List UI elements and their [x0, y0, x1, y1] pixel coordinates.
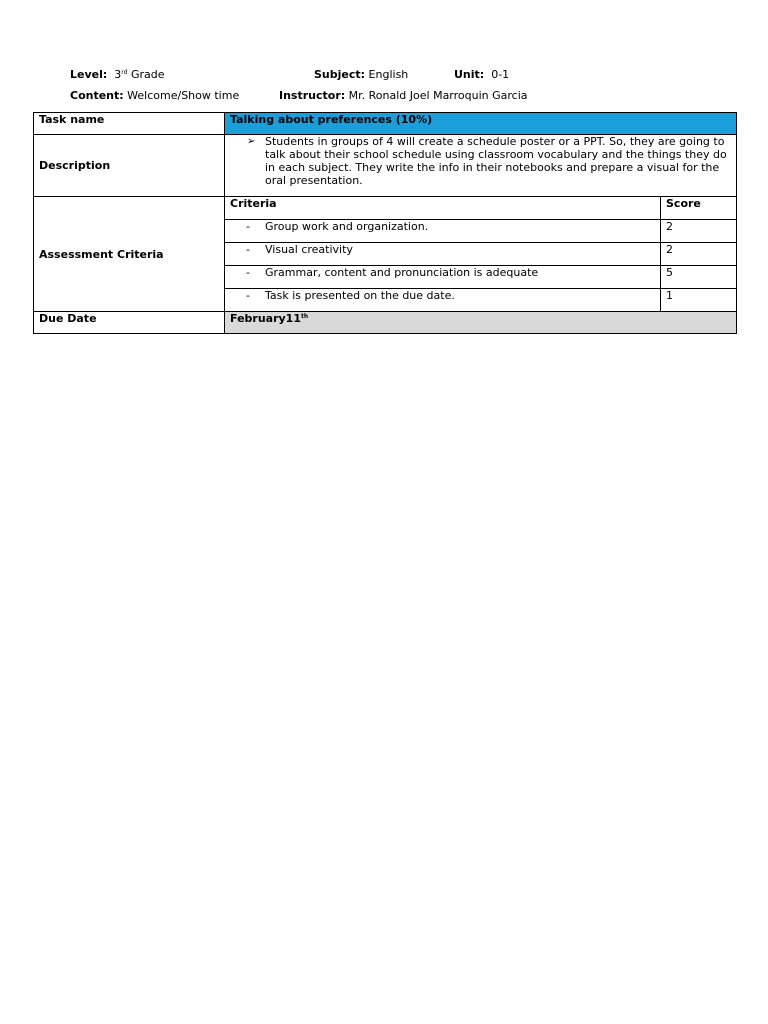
criteria-text: Task is presented on the due date.: [265, 289, 455, 302]
level-superscript: rd: [121, 69, 128, 76]
description-text: Students in groups of 4 will create a schedule poster or a PPT. So, they are going to talk about their school schedule using classroom vocabulary and the things they do in each subject. They write the info in their notebooks and prepare a visual for the oral presentation.: [265, 135, 727, 187]
instructor-field: [279, 89, 528, 103]
due-date-value: [225, 312, 737, 334]
arrow-bullet-icon: ➢: [247, 136, 256, 147]
content-field: [70, 89, 239, 103]
description-cell: [225, 135, 737, 197]
criteria-score: 5: [661, 266, 737, 289]
task-name-value: Talking about preferences (10%): [225, 113, 737, 135]
task-name-row: [34, 113, 737, 135]
criteria-text: Group work and organization.: [265, 220, 429, 233]
dash-bullet: -: [246, 266, 250, 279]
due-date-label: Due Date: [34, 312, 225, 334]
level-label: Level:: [70, 68, 108, 81]
criteria-item: [225, 289, 661, 312]
subject-field: [314, 68, 408, 82]
dash-bullet: -: [246, 243, 250, 256]
criteria-text: Grammar, content and pronunciation is adequate: [265, 266, 539, 279]
subject-label: Subject:: [314, 68, 366, 81]
criteria-item: [225, 243, 661, 266]
criteria-score: 2: [661, 220, 737, 243]
task-name-label: Task name: [34, 113, 225, 135]
score-header: Score: [661, 197, 737, 220]
content-label: Content:: [70, 89, 124, 102]
criteria-score: 2: [661, 243, 737, 266]
due-date-text: February11: [230, 312, 301, 325]
instructor-value: Mr. Ronald Joel Marroquin Garcia: [348, 89, 528, 102]
instructor-label: Instructor:: [279, 89, 346, 102]
dash-bullet: -: [246, 289, 250, 302]
unit-field: [454, 68, 509, 82]
task-table: [33, 112, 737, 334]
criteria-item: [225, 266, 661, 289]
criteria-header: Criteria: [225, 197, 661, 220]
unit-value: 0-1: [491, 68, 510, 81]
level-number: 3: [114, 68, 122, 81]
dash-bullet: -: [246, 220, 250, 233]
criteria-score: 1: [661, 289, 737, 312]
description-row: [34, 135, 737, 197]
criteria-item: [225, 220, 661, 243]
assessment-criteria-label: Assessment Criteria: [34, 197, 225, 312]
criteria-text: Visual creativity: [265, 243, 353, 256]
unit-label: Unit:: [454, 68, 485, 81]
description-label: Description: [34, 135, 225, 197]
content-value: Welcome/Show time: [127, 89, 240, 102]
due-date-row: [34, 312, 737, 334]
criteria-header-row: [34, 197, 737, 220]
level-grade: Grade: [127, 68, 165, 81]
subject-value: English: [368, 68, 409, 81]
due-date-superscript: th: [300, 313, 309, 320]
level-field: [70, 68, 165, 82]
